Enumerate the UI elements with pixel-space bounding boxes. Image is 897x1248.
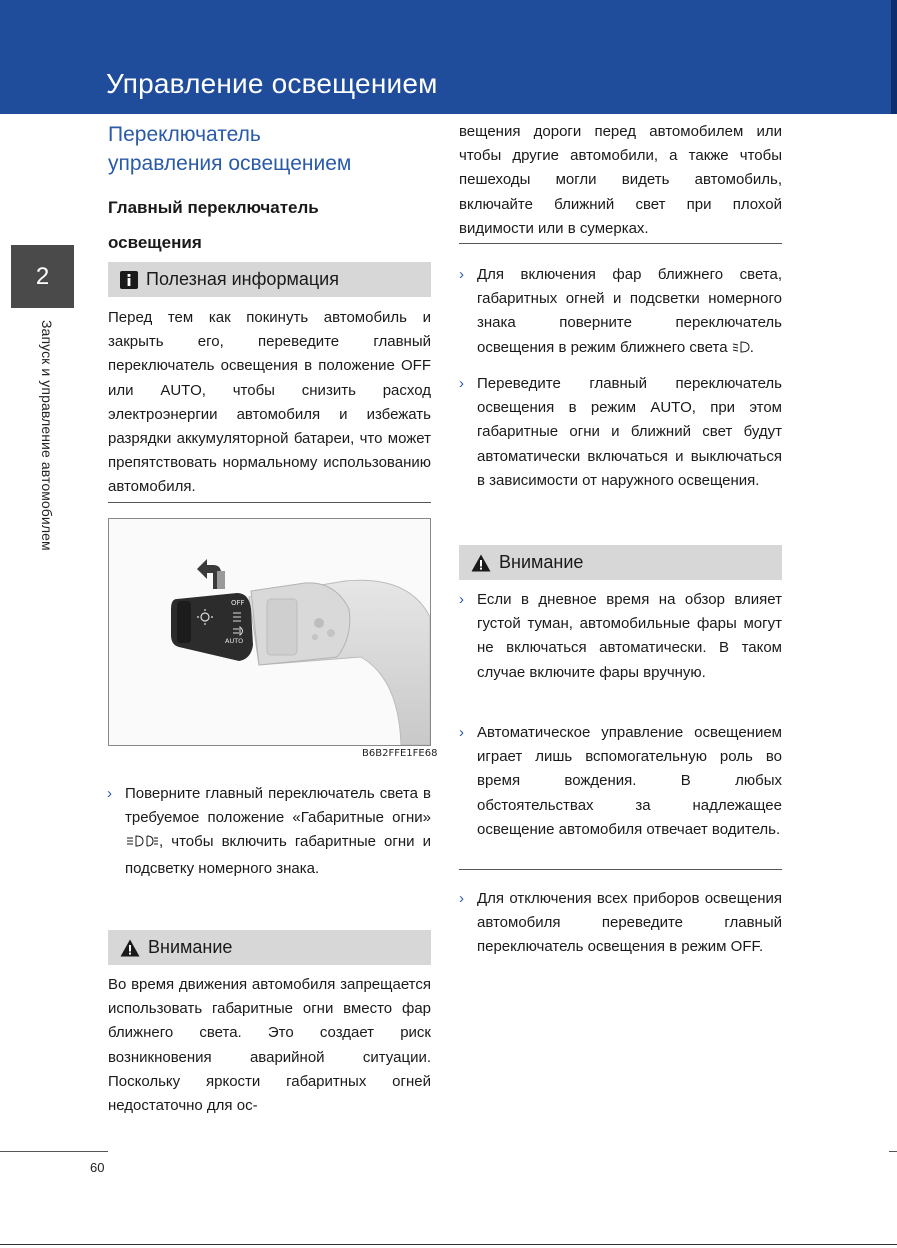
warning-box-header-2 [459, 545, 782, 580]
info-box-label: Полезная информация [146, 269, 339, 289]
section-title [108, 120, 438, 178]
warning-label-2: Внимание [499, 552, 584, 572]
warning-2-bullet-1 [459, 588, 782, 685]
warning-text-1: Во время движения автомобиля запрещается использовать габаритные огни вместо фар ближнего света. Это создает риск возникновения аварийной ситуации. Поскольку яркости габаритных огней недостаточно для ос- [108, 976, 431, 1115]
warning-2-divider [459, 869, 782, 870]
section-title-line1: Переключатель [108, 123, 261, 146]
auto-label: AUTO [225, 637, 244, 645]
warning-2-bullet-text-2: Автоматическое управление освещением играет лишь вспомогательную роль во время вождения. В любых обстоятельствах за надлежащее освещение автомобиля отвечает водитель. [477, 724, 782, 838]
warning-2-bullet-text-1: Если в дневное время на обзор влияет густой туман, автомобильные фары могут не включаться автоматически. В таком случае включите фары вручную. [477, 591, 782, 681]
left-bullet-text-b: , чтобы включить габаритные огни и подсветку номерного знака. [125, 833, 431, 877]
chapter-side-title: Запуск и управление автомобилем [39, 320, 55, 551]
bullet-chevron-icon: › [459, 890, 464, 907]
warning-text-1a [108, 973, 431, 1118]
warning-icon [120, 939, 140, 957]
info-icon [120, 271, 138, 289]
bullet-chevron-icon: › [459, 266, 464, 283]
chapter-tab: 2 [11, 245, 74, 308]
header-edge-marker [891, 0, 897, 114]
off-label: OFF [231, 599, 245, 607]
warning-1-divider [459, 243, 782, 244]
info-box-divider [108, 502, 431, 503]
subsection-title [108, 190, 408, 260]
bottom-rule [0, 1244, 897, 1245]
warning-label-1: Внимание [148, 937, 233, 957]
warning-box-header-1 [108, 930, 431, 965]
info-box-text: Перед тем как покинуть автомобиль и закрыть его, переведите главный переключатель освещения в положение OFF или AUTO, чтобы снизить расход электроэнергии автомобиля и избежать разрядки аккумуляторной батареи, что может препятствовать нормальному использованию автомобиля. [108, 309, 431, 496]
right-bullet-text-1: Для включения фар ближнего света, габаритных огней и подсветки номерного знака поверните переключатель освещения в режим ближнего света [477, 266, 782, 356]
bullet-chevron-icon: › [107, 785, 112, 802]
right-bullet-suffix-1: . [749, 338, 754, 356]
final-bullet-text: Для отключения всех приборов освещения автомобиля переведите главный переключатель освещения в режим OFF. [477, 890, 782, 956]
bullet-chevron-icon: › [459, 724, 464, 741]
right-bullet-text-2: Переведите главный переключатель освещения в режим AUTO, при этом габаритные огни и ближний свет будут автоматически включаться и выключаться в зависимости от наружного освещения. [477, 375, 782, 489]
page-title: Управление освещением [106, 68, 438, 99]
light-switch-illustration [108, 518, 431, 746]
bullet-chevron-icon: › [459, 375, 464, 392]
subsection-title-line1: Главный переключатель [108, 198, 319, 217]
parking-lights-icon [125, 832, 159, 856]
left-bullet-text-a: Поверните главный переключатель света в требуемое положение «Габаритные огни» [125, 785, 431, 827]
info-box-header [108, 262, 431, 297]
right-bullet-item-1 [459, 263, 782, 362]
footer-rule [0, 1151, 108, 1152]
page-header [0, 0, 897, 114]
page-number: 60 [90, 1160, 105, 1175]
subsection-title-line2: освещения [108, 233, 202, 252]
section-title-line2: управления освещением [108, 152, 352, 175]
stalk-drawing [109, 519, 430, 745]
bullet-chevron-icon: › [459, 591, 464, 608]
left-bullet-item [107, 782, 431, 881]
right-bullet-item-2 [459, 372, 782, 493]
low-beam-icon [732, 338, 750, 362]
warning-2-bullet-2 [459, 721, 782, 842]
figure-code: B6B2FFE1FE68 [362, 748, 438, 759]
final-bullet-item [459, 887, 782, 960]
footer-rule-right [889, 1151, 897, 1152]
warning-text-1-continued: вещения дороги перед автомобилем или чтобы другие автомобили, а также чтобы пешеходы могли видеть автомобиль, включайте ближний свет при плохой видимости или в сумерках. [459, 123, 782, 237]
warning-icon [471, 554, 491, 572]
